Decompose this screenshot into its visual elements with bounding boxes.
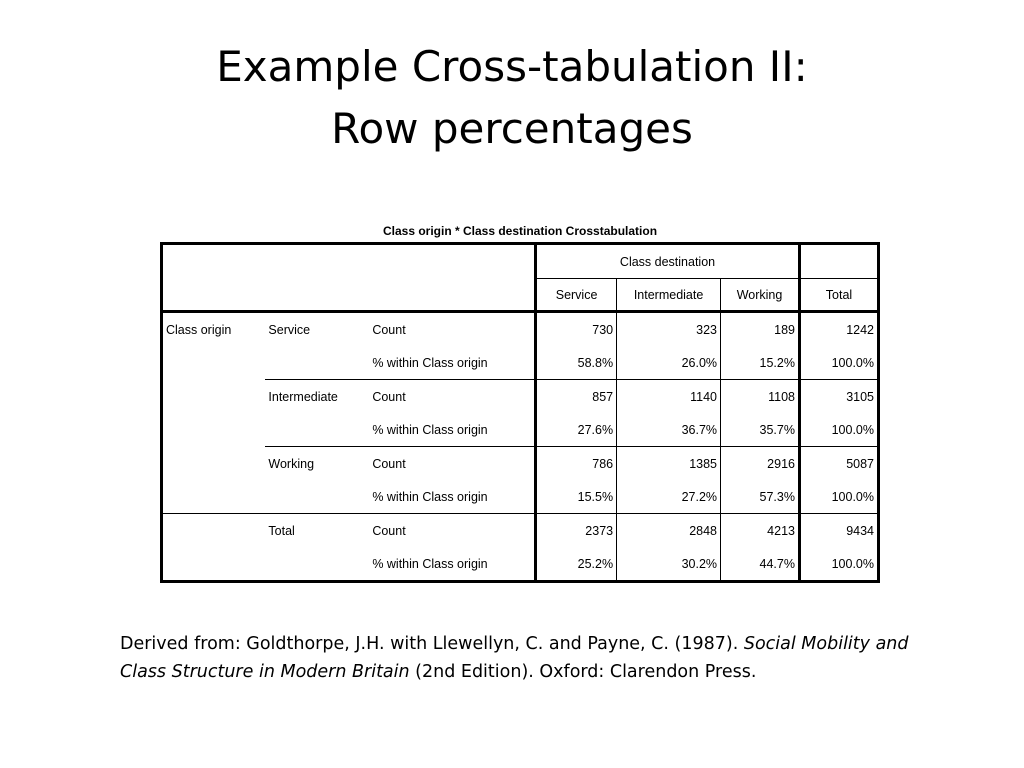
crosstab-table — [160, 242, 880, 583]
row-label-service: Service — [265, 312, 369, 380]
cell-value: 44.7% — [721, 547, 800, 582]
cell-value: 9434 — [799, 514, 878, 548]
cell-value: 15.2% — [721, 346, 800, 380]
row-label-working: Working — [265, 447, 369, 514]
source-suffix: (2nd Edition). Oxford: Clarendon Press. — [409, 662, 757, 682]
source-citation — [120, 630, 940, 686]
cell-value: 15.5% — [536, 480, 617, 514]
cell-value: 786 — [536, 447, 617, 481]
col-header-working: Working — [721, 279, 800, 312]
stat-label: % within Class origin — [369, 480, 535, 514]
cell-value: 323 — [617, 312, 721, 347]
col-header-intermediate: Intermediate — [617, 279, 721, 312]
stat-label: % within Class origin — [369, 413, 535, 447]
row-label-total: Total — [268, 524, 295, 538]
table-row-total — [162, 514, 879, 548]
cell-value: 2373 — [536, 514, 617, 548]
stat-label: Count — [372, 523, 406, 538]
cell-value: 2848 — [617, 514, 721, 548]
slide-title-line1: Example Cross-tabulation II: — [216, 42, 808, 91]
cell-value: 5087 — [799, 447, 878, 481]
cell-value: 100.0% — [799, 547, 878, 582]
stat-label: Count — [372, 322, 406, 337]
cell-value: 1108 — [721, 380, 800, 414]
stat-label: Count — [372, 389, 406, 404]
header-row-group — [162, 244, 879, 279]
cell-value: 26.0% — [617, 346, 721, 380]
total-blank-cell — [162, 514, 266, 582]
stat-label: Count — [372, 456, 406, 471]
cell-value: 1385 — [617, 447, 721, 481]
source-prefix: Derived from: Goldthorpe, J.H. with Llewellyn, C. and Payne, C. (1987). — [120, 634, 744, 654]
cell-value: 100.0% — [799, 413, 878, 447]
cell-value: 35.7% — [721, 413, 800, 447]
table-row — [162, 312, 879, 347]
cell-value: 1140 — [617, 380, 721, 414]
cell-value: 189 — [721, 312, 800, 347]
cell-value: 58.8% — [536, 346, 617, 380]
slide-title-line2: Row percentages — [331, 104, 693, 153]
cell-value: 4213 — [721, 514, 800, 548]
group-header-class-destination: Class destination — [536, 244, 800, 279]
cell-value: 730 — [536, 312, 617, 347]
cell-value: 857 — [536, 380, 617, 414]
cell-value: 27.2% — [617, 480, 721, 514]
col-header-service: Service — [536, 279, 617, 312]
stat-label: % within Class origin — [372, 556, 488, 571]
cell-value: 100.0% — [799, 480, 878, 514]
cell-value: 1242 — [799, 312, 878, 347]
header-blank-cell — [162, 244, 536, 312]
cell-value: 57.3% — [721, 480, 800, 514]
cell-value: 3105 — [799, 380, 878, 414]
cell-value: 2916 — [721, 447, 800, 481]
cell-value: 30.2% — [617, 547, 721, 582]
cell-value: 27.6% — [536, 413, 617, 447]
table-row — [162, 447, 879, 481]
col-header-total: Total — [799, 279, 878, 312]
cell-value: 25.2% — [536, 547, 617, 582]
stat-label: % within Class origin — [369, 346, 535, 380]
table-caption: Class origin * Class destination Crosstabulation — [382, 224, 658, 238]
row-label-intermediate: Intermediate — [265, 380, 369, 447]
slide-title — [0, 36, 1024, 160]
cell-value: 100.0% — [799, 346, 878, 380]
row-variable-label: Class origin — [162, 312, 266, 514]
source-book-title: Social Mobility and Class Structure in Modern Britain — [120, 634, 909, 682]
group-header-blank — [799, 244, 878, 279]
cell-value: 36.7% — [617, 413, 721, 447]
table-row — [162, 380, 879, 414]
